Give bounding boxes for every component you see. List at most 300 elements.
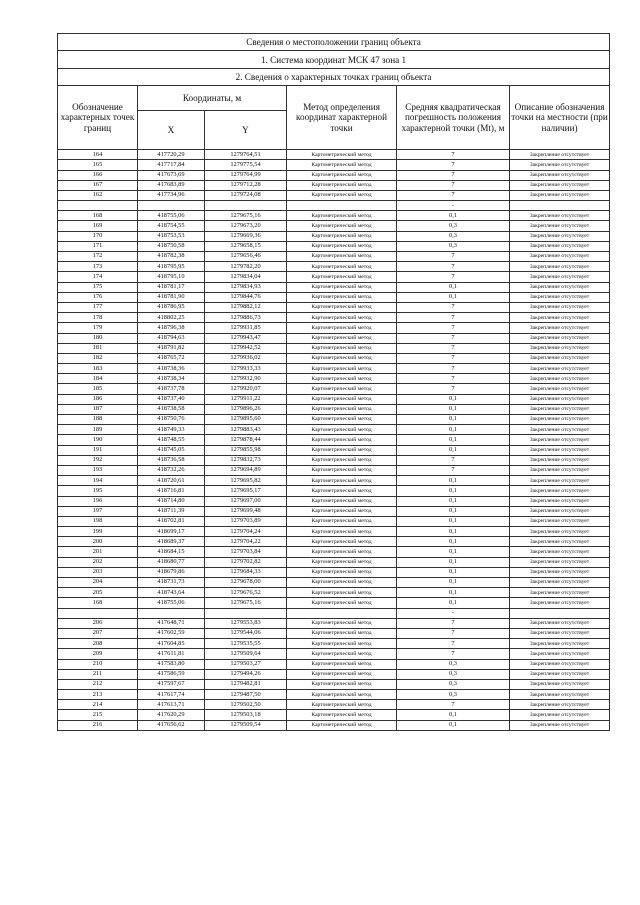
method-cell: Картометрический метод bbox=[287, 455, 397, 465]
x-coord-cell: 418720,61 bbox=[138, 476, 205, 486]
description-cell: Закрепление отсутствует bbox=[510, 343, 610, 353]
y-coord-cell: 1279883,43 bbox=[205, 425, 287, 435]
method-cell: Картометрический метод bbox=[287, 415, 397, 425]
point-id-cell: 187 bbox=[58, 404, 138, 414]
table-row bbox=[58, 150, 610, 160]
table-row bbox=[58, 710, 610, 720]
x-coord-cell: 418781,90 bbox=[138, 292, 205, 302]
error-cell: 7 bbox=[397, 252, 510, 262]
x-coord-cell: 418743,64 bbox=[138, 588, 205, 598]
x-coord-cell: 417734,96 bbox=[138, 190, 205, 200]
x-coord-cell: 418689,37 bbox=[138, 537, 205, 547]
y-coord-cell: 1279669,36 bbox=[205, 231, 287, 241]
section-title: 2. Сведения о характерных точках границ объекта bbox=[58, 68, 610, 85]
point-id-cell: 206 bbox=[58, 618, 138, 628]
x-coord-cell: 417620,29 bbox=[138, 710, 205, 720]
description-cell: Закрепление отсутствует bbox=[510, 578, 610, 588]
error-cell: 7 bbox=[397, 150, 510, 160]
point-id-cell: 168 bbox=[58, 211, 138, 221]
description-cell: Закрепление отсутствует bbox=[510, 455, 610, 465]
y-coord-cell: 1279694,89 bbox=[205, 465, 287, 475]
y-coord-cell: 1279695,17 bbox=[205, 486, 287, 496]
x-coord-cell: 418765,72 bbox=[138, 353, 205, 363]
description-cell: Закрепление отсутствует bbox=[510, 353, 610, 363]
table-row bbox=[58, 537, 610, 547]
error-cell: 0,1 bbox=[397, 292, 510, 302]
method-cell: Картометрический метод bbox=[287, 302, 397, 312]
x-coord-cell: 418736,58 bbox=[138, 455, 205, 465]
coordinate-system: 1. Система координат МСК 47 зона 1 bbox=[58, 51, 610, 68]
table-row bbox=[58, 435, 610, 445]
point-id-cell: 185 bbox=[58, 384, 138, 394]
method-cell: Картометрический метод bbox=[287, 506, 397, 516]
y-coord-cell: 1279699,48 bbox=[205, 506, 287, 516]
method-cell: Картометрический метод bbox=[287, 262, 397, 272]
y-coord-cell: 1279509,54 bbox=[205, 720, 287, 730]
method-cell: Картометрический метод bbox=[287, 700, 397, 710]
x-coord-cell: 418732,26 bbox=[138, 465, 205, 475]
description-cell: Закрепление отсутствует bbox=[510, 282, 610, 292]
method-cell: Картометрический метод bbox=[287, 659, 397, 669]
point-id-cell: 199 bbox=[58, 527, 138, 537]
error-cell: 0,1 bbox=[397, 527, 510, 537]
separator-cell bbox=[510, 608, 610, 618]
point-id-cell: 174 bbox=[58, 272, 138, 282]
document-title: Сведения о местоположении границ объекта bbox=[58, 34, 610, 51]
method-cell: Картометрический метод bbox=[287, 231, 397, 241]
point-id-cell: 204 bbox=[58, 578, 138, 588]
y-coord-cell: 1279895,60 bbox=[205, 415, 287, 425]
x-coord-cell: 418714,80 bbox=[138, 496, 205, 506]
error-cell: 7 bbox=[397, 272, 510, 282]
separator-cell bbox=[287, 201, 397, 211]
description-cell: Закрепление отсутствует bbox=[510, 465, 610, 475]
description-cell: Закрепление отсутствует bbox=[510, 374, 610, 384]
x-coord-cell: 418755,06 bbox=[138, 211, 205, 221]
description-cell: Закрепление отсутствует bbox=[510, 394, 610, 404]
separator-cell bbox=[138, 201, 205, 211]
x-coord-cell: 417597,67 bbox=[138, 679, 205, 689]
col-error-header: Средняя квадратическая погрешность положения характерной точки (Mt), м bbox=[397, 86, 510, 150]
description-cell: Закрепление отсутствует bbox=[510, 537, 610, 547]
method-cell: Картометрический метод bbox=[287, 445, 397, 455]
point-id-cell: 190 bbox=[58, 435, 138, 445]
method-cell: Картометрический метод bbox=[287, 690, 397, 700]
error-cell: 0,1 bbox=[397, 496, 510, 506]
point-id-cell: 167 bbox=[58, 180, 138, 190]
point-id-cell: 173 bbox=[58, 262, 138, 272]
table-row bbox=[58, 720, 610, 730]
point-id-cell: 186 bbox=[58, 394, 138, 404]
error-cell: 0,3 bbox=[397, 221, 510, 231]
method-cell: Картометрический метод bbox=[287, 150, 397, 160]
y-coord-cell: 1279535,55 bbox=[205, 639, 287, 649]
method-cell: Картометрический метод bbox=[287, 527, 397, 537]
x-coord-cell: 418680,77 bbox=[138, 557, 205, 567]
description-cell: Закрепление отсутствует bbox=[510, 415, 610, 425]
separator-mark: - bbox=[397, 201, 510, 211]
description-cell: Закрепление отсутствует bbox=[510, 180, 610, 190]
x-coord-cell: 418684,15 bbox=[138, 547, 205, 557]
separator-cell bbox=[205, 201, 287, 211]
method-cell: Картометрический метод bbox=[287, 241, 397, 251]
description-cell: Закрепление отсутствует bbox=[510, 313, 610, 323]
y-coord-cell: 1279553,83 bbox=[205, 618, 287, 628]
table-row bbox=[58, 679, 610, 689]
point-id-cell: 200 bbox=[58, 537, 138, 547]
points-body bbox=[58, 150, 610, 731]
point-id-cell: 203 bbox=[58, 567, 138, 577]
error-cell: 7 bbox=[397, 313, 510, 323]
error-cell: 7 bbox=[397, 353, 510, 363]
table-row bbox=[58, 496, 610, 506]
x-coord-cell: 417673,69 bbox=[138, 170, 205, 180]
table-row bbox=[58, 649, 610, 659]
table-row bbox=[58, 374, 610, 384]
method-cell: Картометрический метод bbox=[287, 160, 397, 170]
error-cell: 0,1 bbox=[397, 567, 510, 577]
x-coord-cell: 418745,05 bbox=[138, 445, 205, 455]
separator-cell bbox=[58, 608, 138, 618]
table-row bbox=[58, 476, 610, 486]
separator-cell bbox=[510, 201, 610, 211]
y-coord-cell: 1279697,00 bbox=[205, 496, 287, 506]
x-coord-cell: 417602,59 bbox=[138, 628, 205, 638]
point-id-cell: 194 bbox=[58, 476, 138, 486]
x-coord-cell: 418755,06 bbox=[138, 598, 205, 608]
y-coord-cell: 1279933,33 bbox=[205, 364, 287, 374]
x-coord-cell: 418781,17 bbox=[138, 282, 205, 292]
y-coord-cell: 1279544,06 bbox=[205, 628, 287, 638]
method-cell: Картометрический метод bbox=[287, 211, 397, 221]
error-cell: 0,3 bbox=[397, 669, 510, 679]
y-coord-cell: 1279658,15 bbox=[205, 241, 287, 251]
x-coord-cell: 417604,85 bbox=[138, 639, 205, 649]
y-coord-cell: 1279931,85 bbox=[205, 323, 287, 333]
x-coord-cell: 418754,55 bbox=[138, 221, 205, 231]
block-separator-row bbox=[58, 201, 610, 211]
point-id-cell: 169 bbox=[58, 221, 138, 231]
description-cell: Закрепление отсутствует bbox=[510, 618, 610, 628]
x-coord-cell: 417717,84 bbox=[138, 160, 205, 170]
description-cell: Закрепление отсутствует bbox=[510, 364, 610, 374]
table-row bbox=[58, 160, 610, 170]
point-id-cell: 213 bbox=[58, 690, 138, 700]
error-cell: 7 bbox=[397, 465, 510, 475]
description-cell: Закрепление отсутствует bbox=[510, 445, 610, 455]
x-coord-cell: 418738,34 bbox=[138, 374, 205, 384]
separator-cell bbox=[287, 608, 397, 618]
error-cell: 0,3 bbox=[397, 679, 510, 689]
description-cell: Закрепление отсутствует bbox=[510, 679, 610, 689]
table-row bbox=[58, 578, 610, 588]
x-coord-cell: 418731,73 bbox=[138, 578, 205, 588]
description-cell: Закрепление отсутствует bbox=[510, 272, 610, 282]
error-cell: 0,1 bbox=[397, 578, 510, 588]
table-row bbox=[58, 486, 610, 496]
error-cell: 7 bbox=[397, 160, 510, 170]
y-coord-cell: 1279503,27 bbox=[205, 659, 287, 669]
separator-cell bbox=[205, 608, 287, 618]
y-coord-cell: 1279509,64 bbox=[205, 649, 287, 659]
col-x-header: X bbox=[138, 111, 205, 150]
x-coord-cell: 418786,95 bbox=[138, 302, 205, 312]
x-coord-cell: 418699,17 bbox=[138, 527, 205, 537]
description-cell: Закрепление отсутствует bbox=[510, 567, 610, 577]
description-cell: Закрепление отсутствует bbox=[510, 649, 610, 659]
table-row bbox=[58, 659, 610, 669]
error-cell: 0,3 bbox=[397, 241, 510, 251]
point-id-cell: 211 bbox=[58, 669, 138, 679]
x-coord-cell: 418791,82 bbox=[138, 343, 205, 353]
method-cell: Картометрический метод bbox=[287, 710, 397, 720]
table-row bbox=[58, 221, 610, 231]
x-coord-cell: 417613,71 bbox=[138, 700, 205, 710]
error-cell: 0,1 bbox=[397, 394, 510, 404]
separator-cell bbox=[138, 608, 205, 618]
y-coord-cell: 1279503,18 bbox=[205, 710, 287, 720]
coordinates-document bbox=[57, 33, 609, 731]
method-cell: Картометрический метод bbox=[287, 272, 397, 282]
x-coord-cell: 418711,39 bbox=[138, 506, 205, 516]
method-cell: Картометрический метод bbox=[287, 720, 397, 730]
method-cell: Картометрический метод bbox=[287, 252, 397, 262]
point-id-cell: 209 bbox=[58, 649, 138, 659]
x-coord-cell: 418738,36 bbox=[138, 364, 205, 374]
description-cell: Закрепление отсутствует bbox=[510, 700, 610, 710]
method-cell: Картометрический метод bbox=[287, 679, 397, 689]
error-cell: 0,1 bbox=[397, 211, 510, 221]
y-coord-cell: 1279764,99 bbox=[205, 170, 287, 180]
x-coord-cell: 418737,78 bbox=[138, 384, 205, 394]
y-coord-cell: 1279782,20 bbox=[205, 262, 287, 272]
table-row bbox=[58, 211, 610, 221]
table-row bbox=[58, 455, 610, 465]
description-cell: Закрепление отсутствует bbox=[510, 211, 610, 221]
x-coord-cell: 417583,80 bbox=[138, 659, 205, 669]
description-cell: Закрепление отсутствует bbox=[510, 486, 610, 496]
point-id-cell: 166 bbox=[58, 170, 138, 180]
error-cell: 0,3 bbox=[397, 231, 510, 241]
table-row bbox=[58, 364, 610, 374]
description-cell: Закрепление отсутствует bbox=[510, 557, 610, 567]
description-cell: Закрепление отсутствует bbox=[510, 476, 610, 486]
y-coord-cell: 1279911,22 bbox=[205, 394, 287, 404]
description-cell: Закрепление отсутствует bbox=[510, 506, 610, 516]
point-id-cell: 172 bbox=[58, 252, 138, 262]
point-id-cell: 215 bbox=[58, 710, 138, 720]
method-cell: Картометрический метод bbox=[287, 435, 397, 445]
point-id-cell: 179 bbox=[58, 323, 138, 333]
separator-cell bbox=[58, 201, 138, 211]
method-cell: Картометрический метод bbox=[287, 394, 397, 404]
table-row bbox=[58, 588, 610, 598]
table-row bbox=[58, 618, 610, 628]
point-id-cell: 205 bbox=[58, 588, 138, 598]
method-cell: Картометрический метод bbox=[287, 313, 397, 323]
table-row bbox=[58, 180, 610, 190]
point-id-cell: 193 bbox=[58, 465, 138, 475]
description-cell: Закрепление отсутствует bbox=[510, 588, 610, 598]
boundary-points-table bbox=[57, 33, 610, 731]
description-cell: Закрепление отсутствует bbox=[510, 496, 610, 506]
point-id-cell: 183 bbox=[58, 364, 138, 374]
y-coord-cell: 1279942,52 bbox=[205, 343, 287, 353]
point-id-cell: 177 bbox=[58, 302, 138, 312]
method-cell: Картометрический метод bbox=[287, 496, 397, 506]
y-coord-cell: 1279712,28 bbox=[205, 180, 287, 190]
y-coord-cell: 1279724,08 bbox=[205, 190, 287, 200]
x-coord-cell: 417656,62 bbox=[138, 720, 205, 730]
description-cell: Закрепление отсутствует bbox=[510, 435, 610, 445]
x-coord-cell: 418795,95 bbox=[138, 262, 205, 272]
error-cell: 7 bbox=[397, 180, 510, 190]
y-coord-cell: 1279695,82 bbox=[205, 476, 287, 486]
col-coords-header: Координаты, м bbox=[138, 86, 287, 111]
description-cell: Закрепление отсутствует bbox=[510, 598, 610, 608]
method-cell: Картометрический метод bbox=[287, 292, 397, 302]
method-cell: Картометрический метод bbox=[287, 425, 397, 435]
description-cell: Закрепление отсутствует bbox=[510, 323, 610, 333]
y-coord-cell: 1279684,33 bbox=[205, 567, 287, 577]
y-coord-cell: 1279855,98 bbox=[205, 445, 287, 455]
y-coord-cell: 1279676,52 bbox=[205, 588, 287, 598]
point-id-cell: 216 bbox=[58, 720, 138, 730]
table-row bbox=[58, 292, 610, 302]
error-cell: 0,1 bbox=[397, 598, 510, 608]
description-cell: Закрепление отсутствует bbox=[510, 231, 610, 241]
description-cell: Закрепление отсутствует bbox=[510, 170, 610, 180]
table-row bbox=[58, 333, 610, 343]
method-cell: Картометрический метод bbox=[287, 384, 397, 394]
method-cell: Картометрический метод bbox=[287, 649, 397, 659]
point-id-cell: 191 bbox=[58, 445, 138, 455]
y-coord-cell: 1279943,47 bbox=[205, 333, 287, 343]
method-cell: Картометрический метод bbox=[287, 547, 397, 557]
y-coord-cell: 1279878,44 bbox=[205, 435, 287, 445]
table-row bbox=[58, 639, 610, 649]
table-row bbox=[58, 598, 610, 608]
error-cell: 0,1 bbox=[397, 547, 510, 557]
point-id-cell: 164 bbox=[58, 150, 138, 160]
point-id-cell: 181 bbox=[58, 343, 138, 353]
point-id-cell: 196 bbox=[58, 496, 138, 506]
x-coord-cell: 417683,89 bbox=[138, 180, 205, 190]
description-cell: Закрепление отсутствует bbox=[510, 190, 610, 200]
error-cell: 7 bbox=[397, 618, 510, 628]
point-id-cell: 182 bbox=[58, 353, 138, 363]
point-id-cell: 184 bbox=[58, 374, 138, 384]
point-id-cell: 165 bbox=[58, 160, 138, 170]
description-cell: Закрепление отсутствует bbox=[510, 628, 610, 638]
col-method-header: Метод определения координат характерной точки bbox=[287, 86, 397, 150]
error-cell: 7 bbox=[397, 262, 510, 272]
point-id-cell: 197 bbox=[58, 506, 138, 516]
table-row bbox=[58, 252, 610, 262]
x-coord-cell: 418748,55 bbox=[138, 435, 205, 445]
error-cell: 7 bbox=[397, 302, 510, 312]
method-cell: Картометрический метод bbox=[287, 364, 397, 374]
method-cell: Картометрический метод bbox=[287, 353, 397, 363]
description-cell: Закрепление отсутствует bbox=[510, 384, 610, 394]
point-id-cell: 207 bbox=[58, 628, 138, 638]
x-coord-cell: 418796,38 bbox=[138, 323, 205, 333]
error-cell: 0,1 bbox=[397, 710, 510, 720]
y-coord-cell: 1279834,93 bbox=[205, 282, 287, 292]
error-cell: 0,1 bbox=[397, 720, 510, 730]
y-coord-cell: 1279494,26 bbox=[205, 669, 287, 679]
error-cell: 0,3 bbox=[397, 659, 510, 669]
y-coord-cell: 1279932,90 bbox=[205, 374, 287, 384]
x-coord-cell: 418795,10 bbox=[138, 272, 205, 282]
point-id-cell: 178 bbox=[58, 313, 138, 323]
table-row bbox=[58, 384, 610, 394]
y-coord-cell: 1279896,26 bbox=[205, 404, 287, 414]
error-cell: 0,1 bbox=[397, 537, 510, 547]
y-coord-cell: 1279675,16 bbox=[205, 598, 287, 608]
method-cell: Картометрический метод bbox=[287, 343, 397, 353]
error-cell: 0,1 bbox=[397, 445, 510, 455]
method-cell: Картометрический метод bbox=[287, 323, 397, 333]
method-cell: Картометрический метод bbox=[287, 588, 397, 598]
x-coord-cell: 417648,71 bbox=[138, 618, 205, 628]
table-row bbox=[58, 323, 610, 333]
y-coord-cell: 1279703,89 bbox=[205, 516, 287, 526]
error-cell: 0,3 bbox=[397, 690, 510, 700]
x-coord-cell: 418750,58 bbox=[138, 241, 205, 251]
method-cell: Картометрический метод bbox=[287, 190, 397, 200]
x-coord-cell: 418802,25 bbox=[138, 313, 205, 323]
method-cell: Картометрический метод bbox=[287, 476, 397, 486]
x-coord-cell: 418679,86 bbox=[138, 567, 205, 577]
description-cell: Закрепление отсутствует bbox=[510, 160, 610, 170]
x-coord-cell: 418749,33 bbox=[138, 425, 205, 435]
x-coord-cell: 417720,29 bbox=[138, 150, 205, 160]
point-id-cell: 188 bbox=[58, 415, 138, 425]
error-cell: 7 bbox=[397, 649, 510, 659]
y-coord-cell: 1279834,04 bbox=[205, 272, 287, 282]
y-coord-cell: 1279704,24 bbox=[205, 527, 287, 537]
y-coord-cell: 1279703,84 bbox=[205, 547, 287, 557]
y-coord-cell: 1279482,81 bbox=[205, 679, 287, 689]
point-id-cell: 208 bbox=[58, 639, 138, 649]
table-row bbox=[58, 404, 610, 414]
description-cell: Закрепление отсутствует bbox=[510, 669, 610, 679]
table-row bbox=[58, 231, 610, 241]
x-coord-cell: 418782,38 bbox=[138, 252, 205, 262]
method-cell: Картометрический метод bbox=[287, 537, 397, 547]
method-cell: Картометрический метод bbox=[287, 333, 397, 343]
description-cell: Закрепление отсутствует bbox=[510, 292, 610, 302]
description-cell: Закрепление отсутствует bbox=[510, 404, 610, 414]
table-row bbox=[58, 302, 610, 312]
y-coord-cell: 1279775,54 bbox=[205, 160, 287, 170]
table-row bbox=[58, 690, 610, 700]
error-cell: 7 bbox=[397, 374, 510, 384]
point-id-cell: 214 bbox=[58, 700, 138, 710]
x-coord-cell: 418702,81 bbox=[138, 516, 205, 526]
description-cell: Закрепление отсутствует bbox=[510, 659, 610, 669]
point-id-cell: 176 bbox=[58, 292, 138, 302]
method-cell: Картометрический метод bbox=[287, 170, 397, 180]
x-coord-cell: 418753,53 bbox=[138, 231, 205, 241]
error-cell: 0,1 bbox=[397, 282, 510, 292]
point-id-cell: 202 bbox=[58, 557, 138, 567]
table-row bbox=[58, 557, 610, 567]
method-cell: Картометрический метод bbox=[287, 221, 397, 231]
table-row bbox=[58, 445, 610, 455]
error-cell: 0,1 bbox=[397, 476, 510, 486]
